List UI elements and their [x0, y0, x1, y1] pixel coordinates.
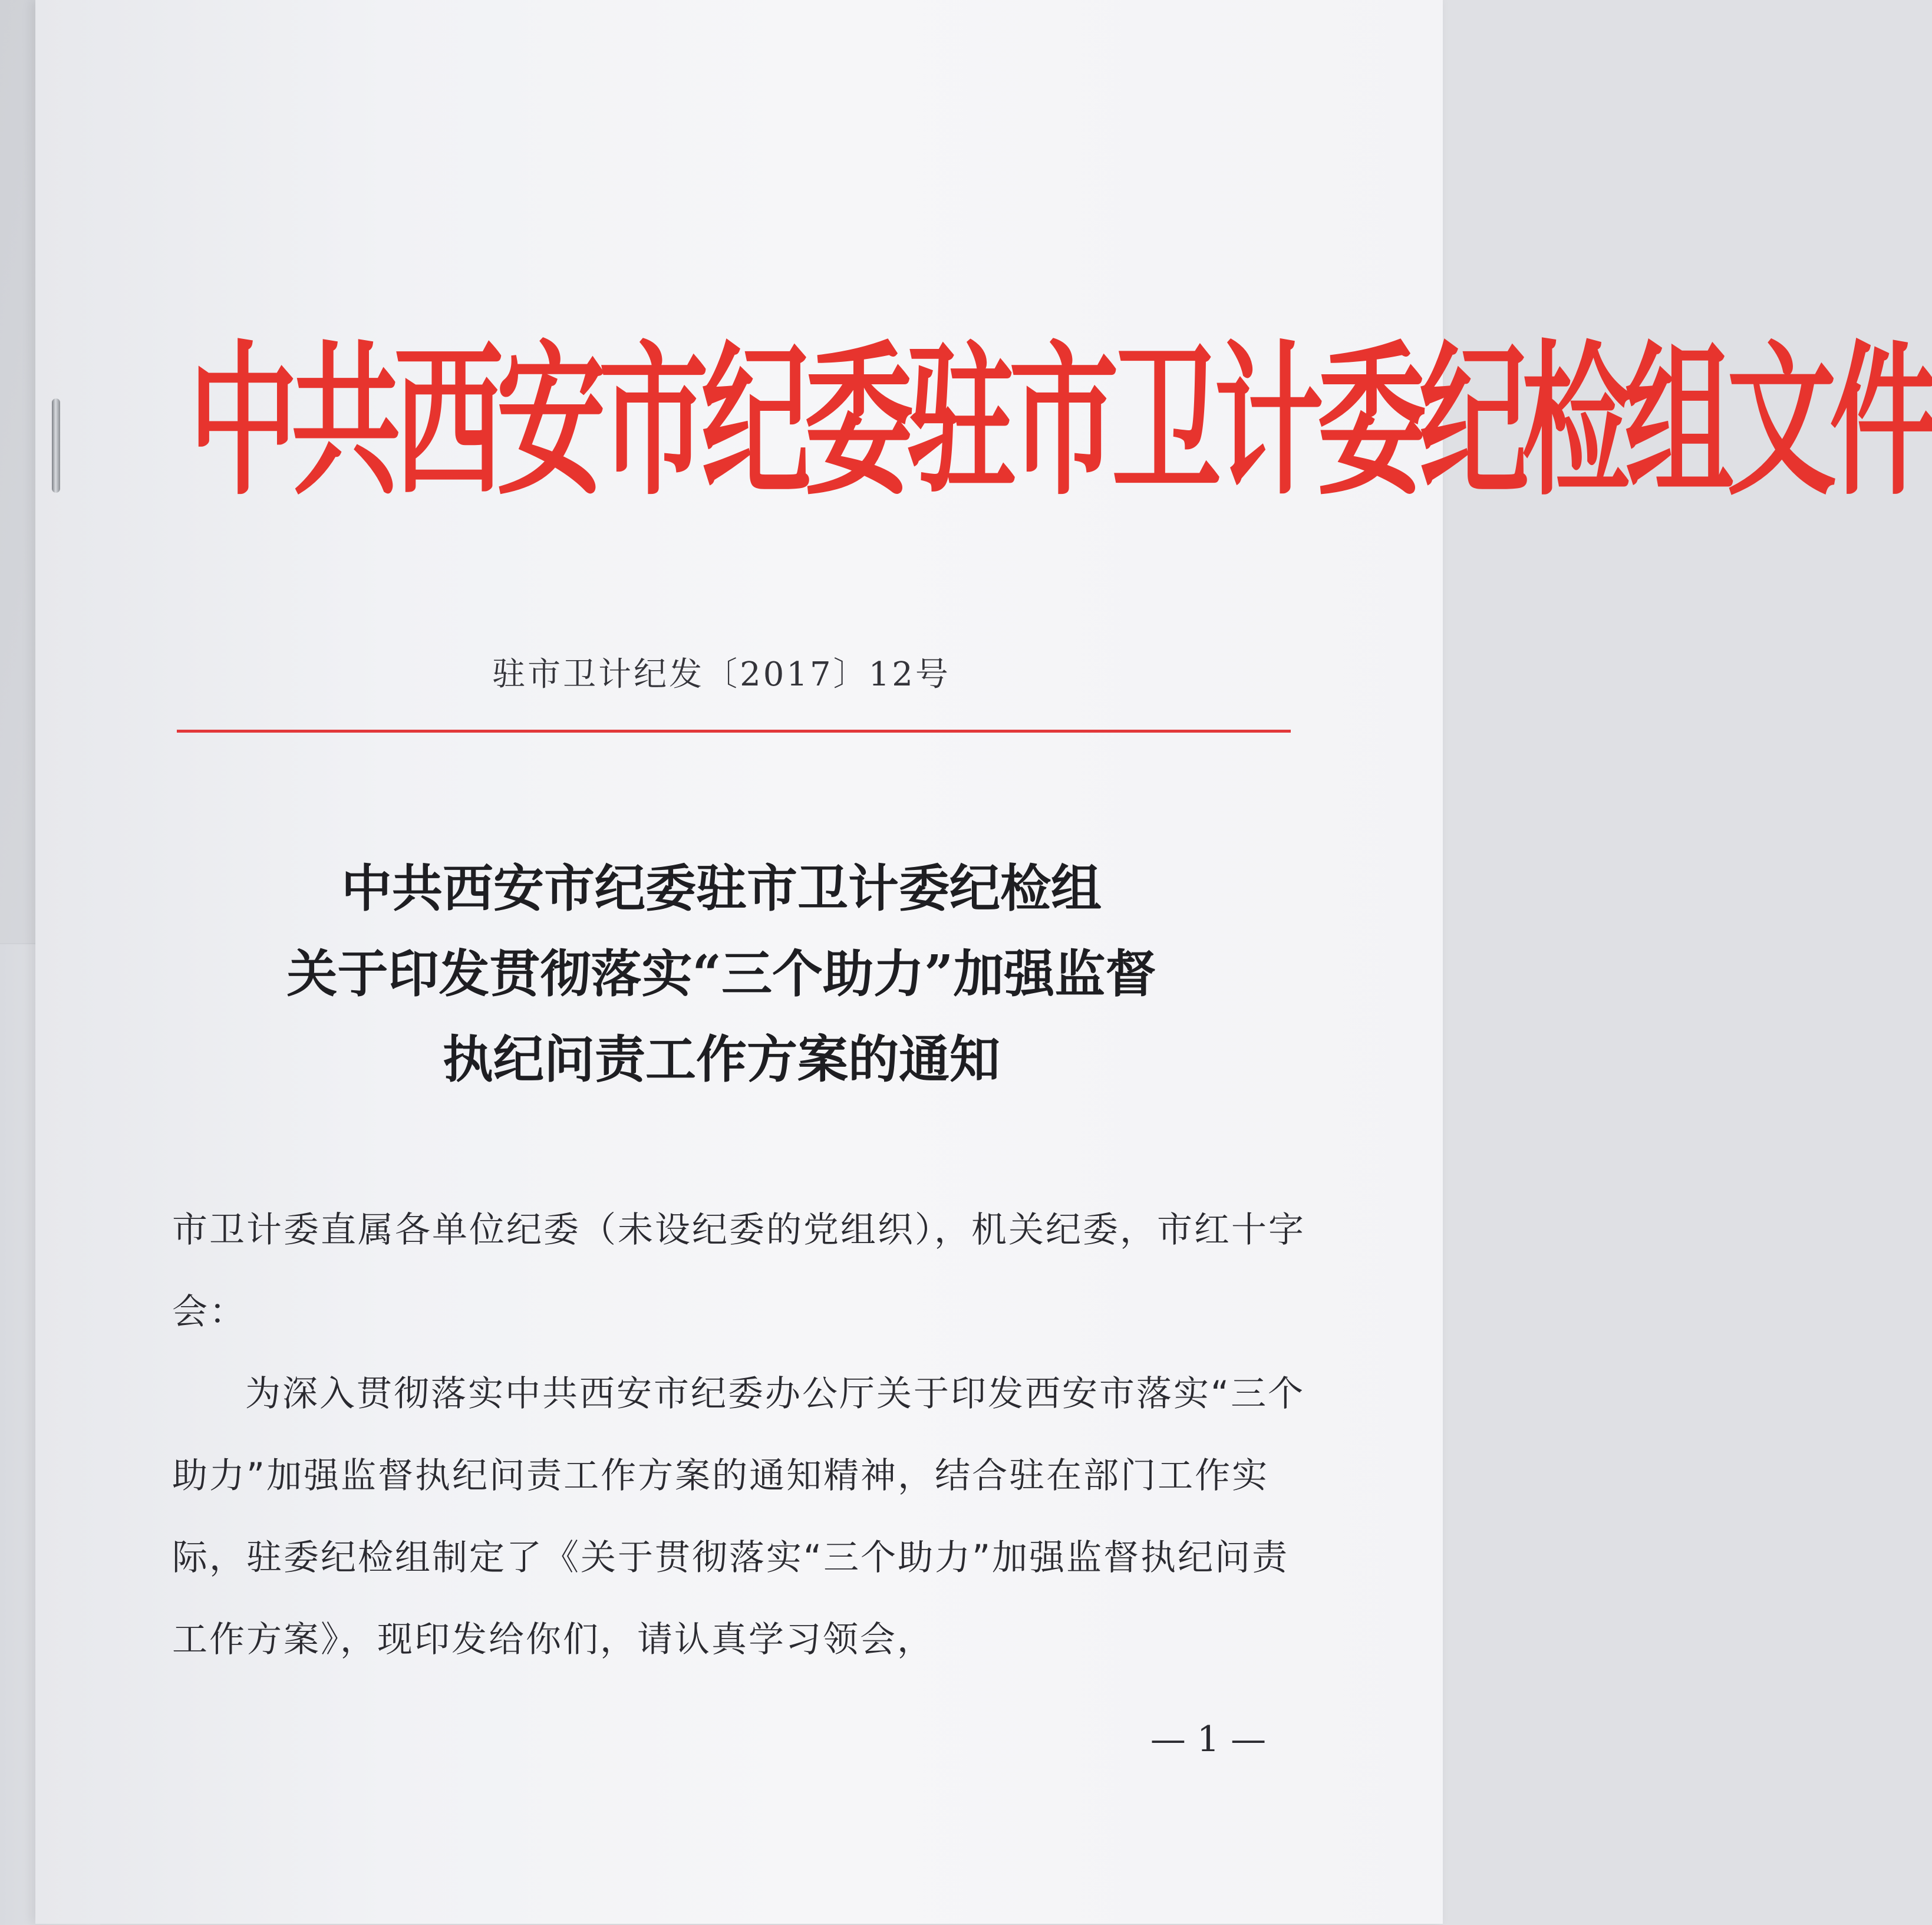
document-number: 驻市卫计纪发〔2017〕12号 — [492, 655, 951, 694]
title-line-3: 执纪问责工作方案的通知 — [443, 1030, 1000, 1089]
staple — [52, 398, 60, 493]
recipients-line: 市卫计委直属各单位纪委（未设纪委的党组织），机关纪委，市红十字会： — [172, 1209, 1305, 1333]
body-text — [172, 1189, 1310, 1681]
title-line-1: 中共西安市纪委驻市卫计委纪检组 — [341, 859, 1102, 918]
notice-title — [0, 846, 1443, 1102]
page-number: — 1 — — [1150, 1719, 1267, 1760]
body-paragraph: 为深入贯彻落实中共西安市纪委办公厅关于印发西安市落实“三个助力”加强监督执纪问责工作方案的通知精神，结合驻在部门工作实际，驻委纪检组制定了《关于贯彻落实“三个助力”加强监督执纪问责工作方案》，现印发给你们，请认真学习领会， — [172, 1373, 1305, 1660]
red-divider-line — [177, 730, 1291, 733]
title-line-2: 关于印发贯彻落实“三个助力”加强监督 — [286, 944, 1156, 1004]
masthead-title: 中共西安市纪委驻市卫计委纪检组文件 — [189, 324, 1932, 517]
